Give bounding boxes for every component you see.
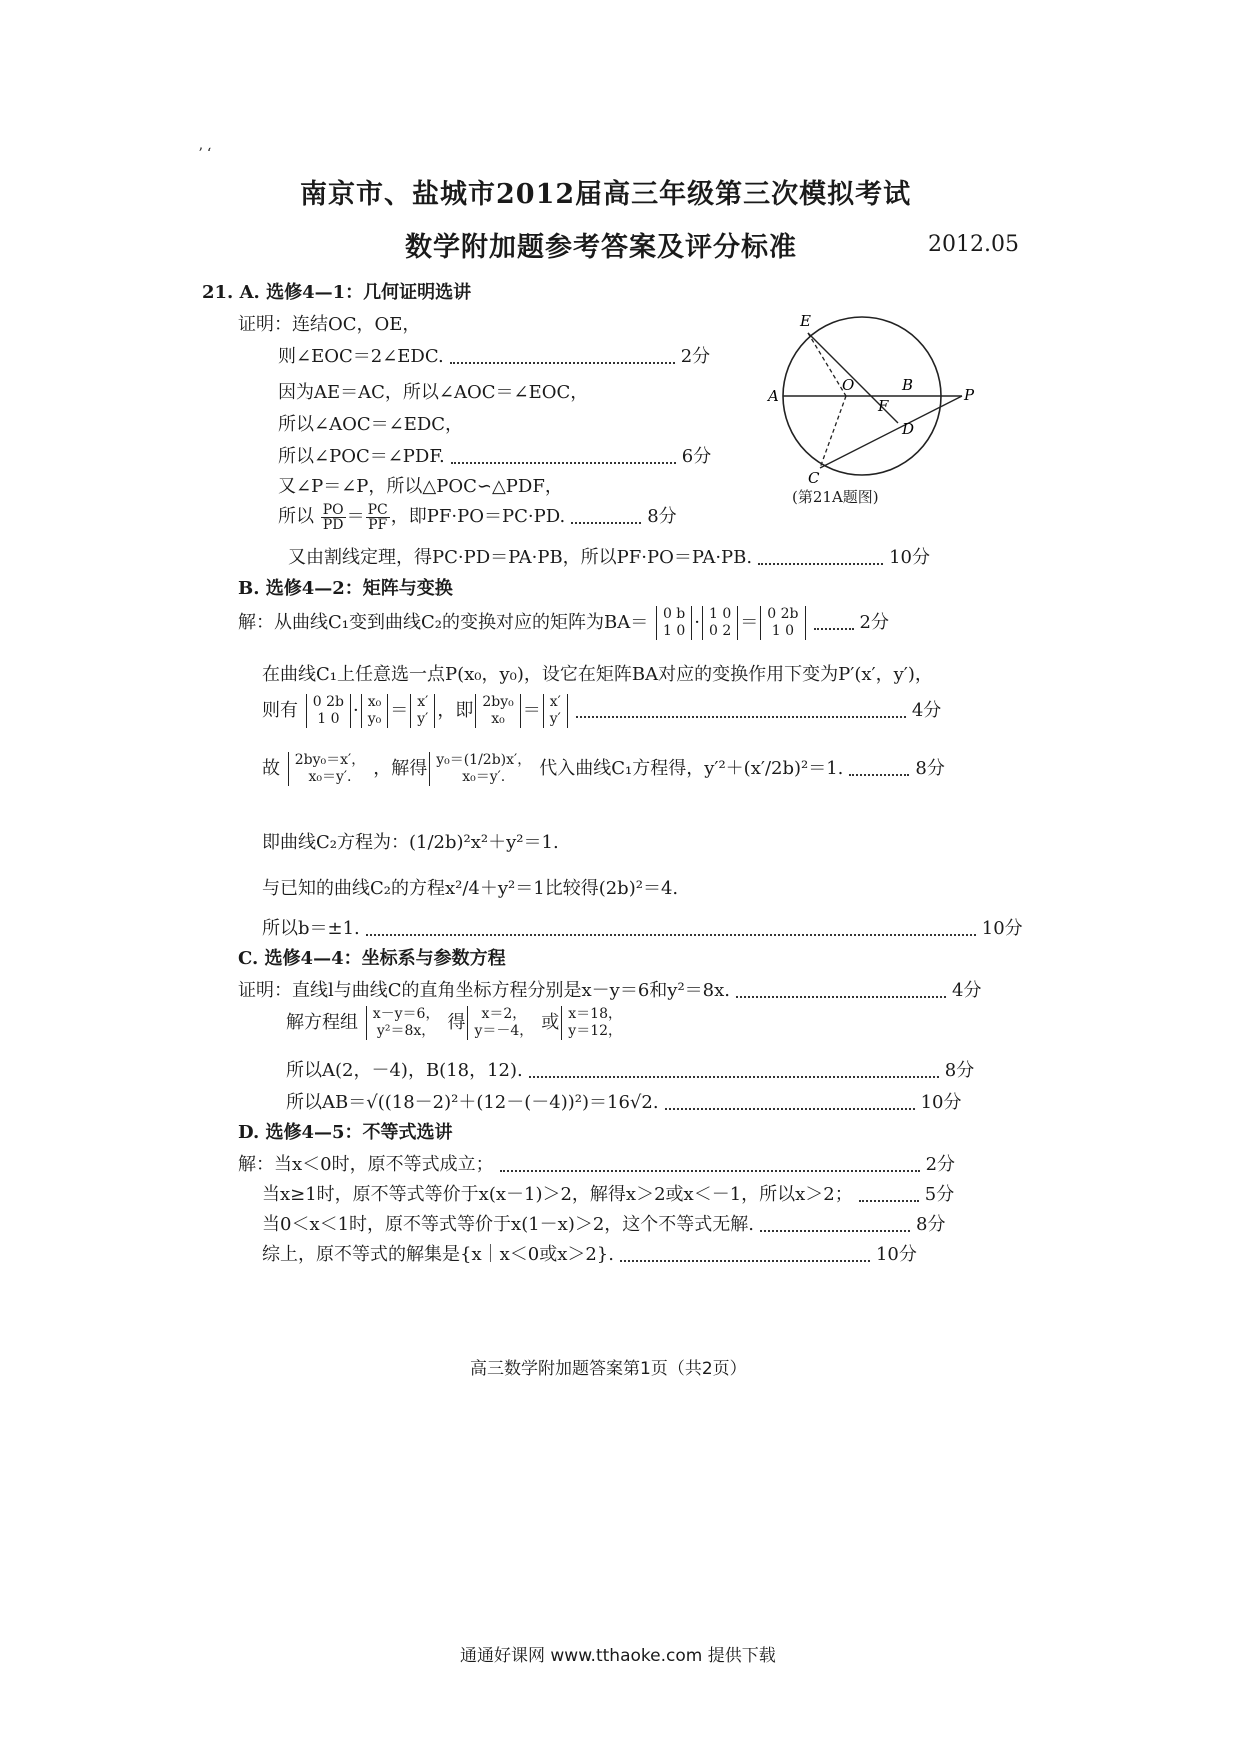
line-text: ，即 [437,700,474,721]
matrix: 0 2b 1 0 [306,694,351,728]
line-text: 所以AB＝√((18－2)²＋(12－(－4))²)＝16√2. [286,1092,659,1113]
section-a-heading: 21. A. 选修4—1：几何证明选讲 [202,282,472,303]
section-a-line [278,442,711,468]
line-text: ，即PF·PO＝PC·PD. [390,506,566,527]
page-footer: 高三数学附加题答案第1页（共2页） [470,1359,747,1379]
score: 5分 [924,1184,955,1205]
figure-caption: (第21A题图) [792,488,879,506]
document-subtitle: 数学附加题参考答案及评分标准 [405,232,797,263]
corner-mark: ʼ ʻ [198,146,212,162]
line-text: 得 [447,1012,466,1033]
equation-system: x－y＝6， y²＝8x， [366,1006,446,1040]
line-text: 证明：直线l与曲线C的直角坐标方程分别是x－y＝6和y²＝8x. [238,980,731,1001]
score: 10分 [875,1244,917,1265]
line-text: 当x≥1时，原不等式等价于x(x－1)＞2，解得x＞2或x＜－1，所以x＞2； [262,1184,853,1205]
section-a-line: 证明：连结OC，OE， [238,314,421,335]
document-date: 2012.05 [928,232,1019,257]
section-b-line: 即曲线C₂方程为：(1/2b)²x²＋y²＝1. [262,832,559,853]
score: 4分 [952,980,982,1001]
label-a: A [768,387,779,405]
section-d-line [262,1240,917,1266]
watermark-link[interactable]: 通通好课网 www.tthaoke.com 提供下载 [460,1646,776,1666]
score: 8分 [916,1214,946,1235]
line-text: 所以∠POC＝∠PDF. [278,446,445,467]
label-c: C [808,469,820,487]
line-text: 解：当x＜0时，原不等式成立； [238,1154,494,1175]
equation-system: 2by₀＝x′， x₀＝y′. [288,752,371,786]
section-c-line [286,1088,961,1114]
equals: ＝ [346,506,365,527]
label-o: O [842,376,855,394]
section-c-line [286,1056,974,1082]
line-text: 则∠EOC＝2∠EDC. [278,346,444,367]
line-text: 所以 [278,506,314,527]
score: 4分 [911,700,942,721]
section-a-line [278,502,677,532]
line-text: 又由割线定理，得PC·PD＝PA·PB，所以PF·PO＝PA·PB. [288,547,753,568]
fraction: $\frac{PC}{PF}$ [367,501,388,533]
label-f: F [878,397,889,415]
line-text: ，解得 [373,758,428,779]
label-e: E [800,312,811,330]
score: 10分 [981,918,1023,939]
section-c-line [238,976,981,1002]
matrix: 0 b 1 0 [656,606,692,640]
section-a-line: 因为AE＝AC，所以∠AOC＝∠EOC， [278,382,589,403]
score: 2分 [925,1154,956,1175]
score: 2分 [680,346,711,367]
vector: x′ y′ [543,694,568,728]
matrix: 0 2b 1 0 [760,606,805,640]
section-c-heading: C. 选修4—4：坐标系与参数方程 [238,948,506,969]
section-a-line: 又∠P＝∠P，所以△POC∽△PDF， [278,476,563,497]
score: 8分 [647,506,677,527]
equation-system: y₀＝(1/2b)x′， x₀＝y′. [429,752,537,786]
label-d: D [902,420,915,438]
line-text: 故 [262,758,280,779]
section-b-line: 解：从曲线C₁变到曲线C₂的变换对应的矩阵为BA＝ 0 b 1 0 · 1 0 0 2 ＝ 0 2b 1 0 2分 [238,606,889,639]
equation-system: x＝18， y＝12， [561,1006,628,1040]
vector: x₀ y₀ [361,694,389,728]
section-c-line [286,1006,630,1040]
section-b-line: 与已知的曲线C₂的方程x²/4＋y²＝1比较得(2b)²＝4. [262,878,679,899]
score: 8分 [944,1060,975,1081]
equation-system: x＝2， y＝－4， [467,1006,539,1040]
matrix: 1 0 0 2 [702,606,738,640]
score: 6分 [681,446,712,467]
line-text: 当0＜x＜1时，原不等式等价于x(1－x)＞2，这个不等式无解. [262,1214,755,1235]
line-text: 所以b＝±1. [262,918,360,939]
line-text: 则有 [262,700,298,721]
fraction: $\frac{PO}{PD}$ [322,501,344,533]
section-b-line: 则有 0 2b 1 0 · x₀ y₀ ＝ x′ y′ ，即 2by₀ x₀ ＝ x′ y′ 4分 [262,694,942,727]
vector: 2by₀ x₀ [475,694,520,728]
section-d-line [262,1180,954,1206]
score: 2分 [859,612,889,633]
section-b-heading: B. 选修4—2：矩阵与变换 [238,578,453,599]
score: 10分 [920,1092,962,1113]
line-text: 或 [541,1012,560,1033]
section-b-line: 在曲线C₁上任意选一点P(x₀，y₀)，设它在矩阵BA对应的变换作用下变为P′(x′，y′)， [262,664,933,685]
line-text: 解方程组 [286,1012,358,1033]
section-d-line [262,1210,945,1236]
score: 10分 [889,547,931,568]
section-b-line [262,752,945,786]
line-text: 代入曲线C₁方程得，y′²＋(x′/2b)²＝1. [539,758,844,779]
section-a-line: 所以∠AOC＝∠EDC， [278,414,464,435]
section-a-line [288,543,930,569]
section-b-line [262,914,1023,940]
section-d-heading: D. 选修4—5：不等式选讲 [238,1122,453,1143]
section-d-line [238,1150,955,1176]
line-text: 所以A(2，－4)，B(18，12). [286,1060,523,1081]
score: 8分 [915,758,945,779]
label-b: B [902,376,914,394]
label-p: P [964,386,975,404]
vector: x′ y′ [410,694,435,728]
geometry-figure [750,308,990,488]
line-text: 综上，原不等式的解集是{x｜x＜0或x＞2}. [262,1244,614,1265]
section-a-line [278,342,710,368]
document-title: 南京市、盐城市2012届高三年级第三次模拟考试 [300,179,912,210]
line-text: 解：从曲线C₁变到曲线C₂的变换对应的矩阵为BA＝ [238,612,649,633]
